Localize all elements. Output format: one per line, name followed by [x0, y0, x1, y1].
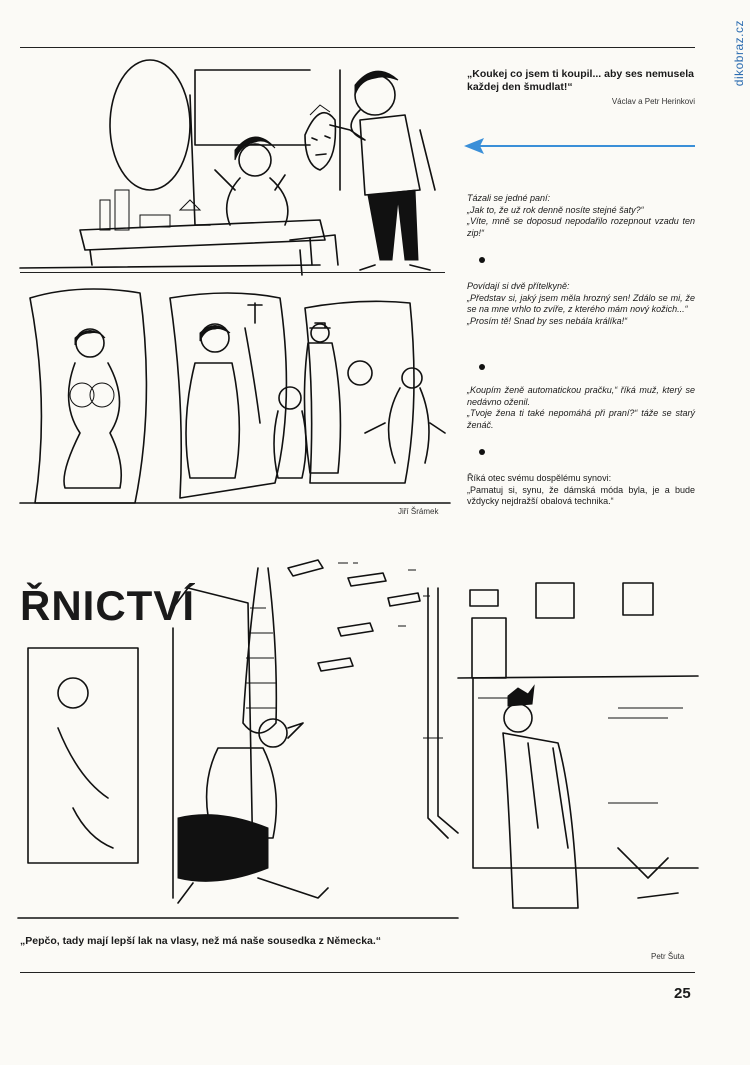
mid-rule — [20, 272, 445, 273]
joke-3-line-2: „Tvoje žena ti také nepomáhá při praní?“ táže se starý ženáč. — [467, 408, 695, 430]
bullet-icon — [479, 364, 485, 370]
joke-3-line-1: „Koupím ženě automatickou pračku,“ říká muž, který se nedávno oženil. — [467, 385, 695, 407]
bullet-icon — [479, 257, 485, 263]
joke-1-line-2: „Jak to, že už rok denně nosíte stejné šaty?“ — [467, 204, 644, 215]
cartoon-1-illustration — [20, 50, 460, 280]
bullet-icon — [479, 449, 485, 455]
bottom-rule — [20, 972, 695, 973]
cartoon-1-credit: Václav a Petr Herinkovi — [611, 97, 695, 106]
joke-2-line-1: Povídají si dvě přítelkyně: — [467, 281, 570, 291]
joke-2 — [467, 281, 695, 327]
cartoon-3-credit: Petr Šuta — [651, 952, 685, 961]
joke-1-line-3: „Víte, mně se doposud nepodařilo rozepnout vzadu ten zip!“ — [467, 216, 695, 238]
joke-2-line-3: „Prosím tě! Snad by ses nebála králíka!“ — [467, 315, 628, 326]
joke-1-line-1: Tázali se jedné paní: — [467, 193, 551, 203]
joke-4-line-2: „Pamatuj si, synu, že dámská móda byla, je a bude vždycky nejdražší obalová technika.“ — [467, 484, 695, 506]
page-number: 25 — [674, 985, 691, 1002]
joke-2-line-2: „Představ si, jaký jsem měla hrozný sen! Zdálo se mi, že se na mne vrhlo to zvíře, z kterého mám nový kožich...“ — [467, 292, 695, 314]
shop-sign: ŘNICTVÍ — [20, 582, 195, 629]
site-watermark: dikobraz.cz — [732, 20, 746, 87]
arrow-left-icon — [462, 136, 697, 156]
cartoon-3-caption: „Pepčo, tady mají lepší lak na vlasy, než má naše sousedka z Německa.“ — [20, 935, 382, 947]
joke-1 — [467, 193, 695, 239]
cartoon-2-illustration — [20, 283, 450, 508]
top-rule — [20, 47, 695, 48]
joke-4-line-1: Říká otec svému dospělému synovi: — [467, 473, 612, 483]
joke-4 — [467, 473, 695, 508]
joke-3 — [467, 385, 695, 431]
cartoon-2-credit: Jiří Šrámek — [398, 507, 439, 516]
cartoon-1-caption: „Koukej co jsem ti koupil... aby ses nemusela každej den šmudlat!“ — [467, 68, 694, 93]
